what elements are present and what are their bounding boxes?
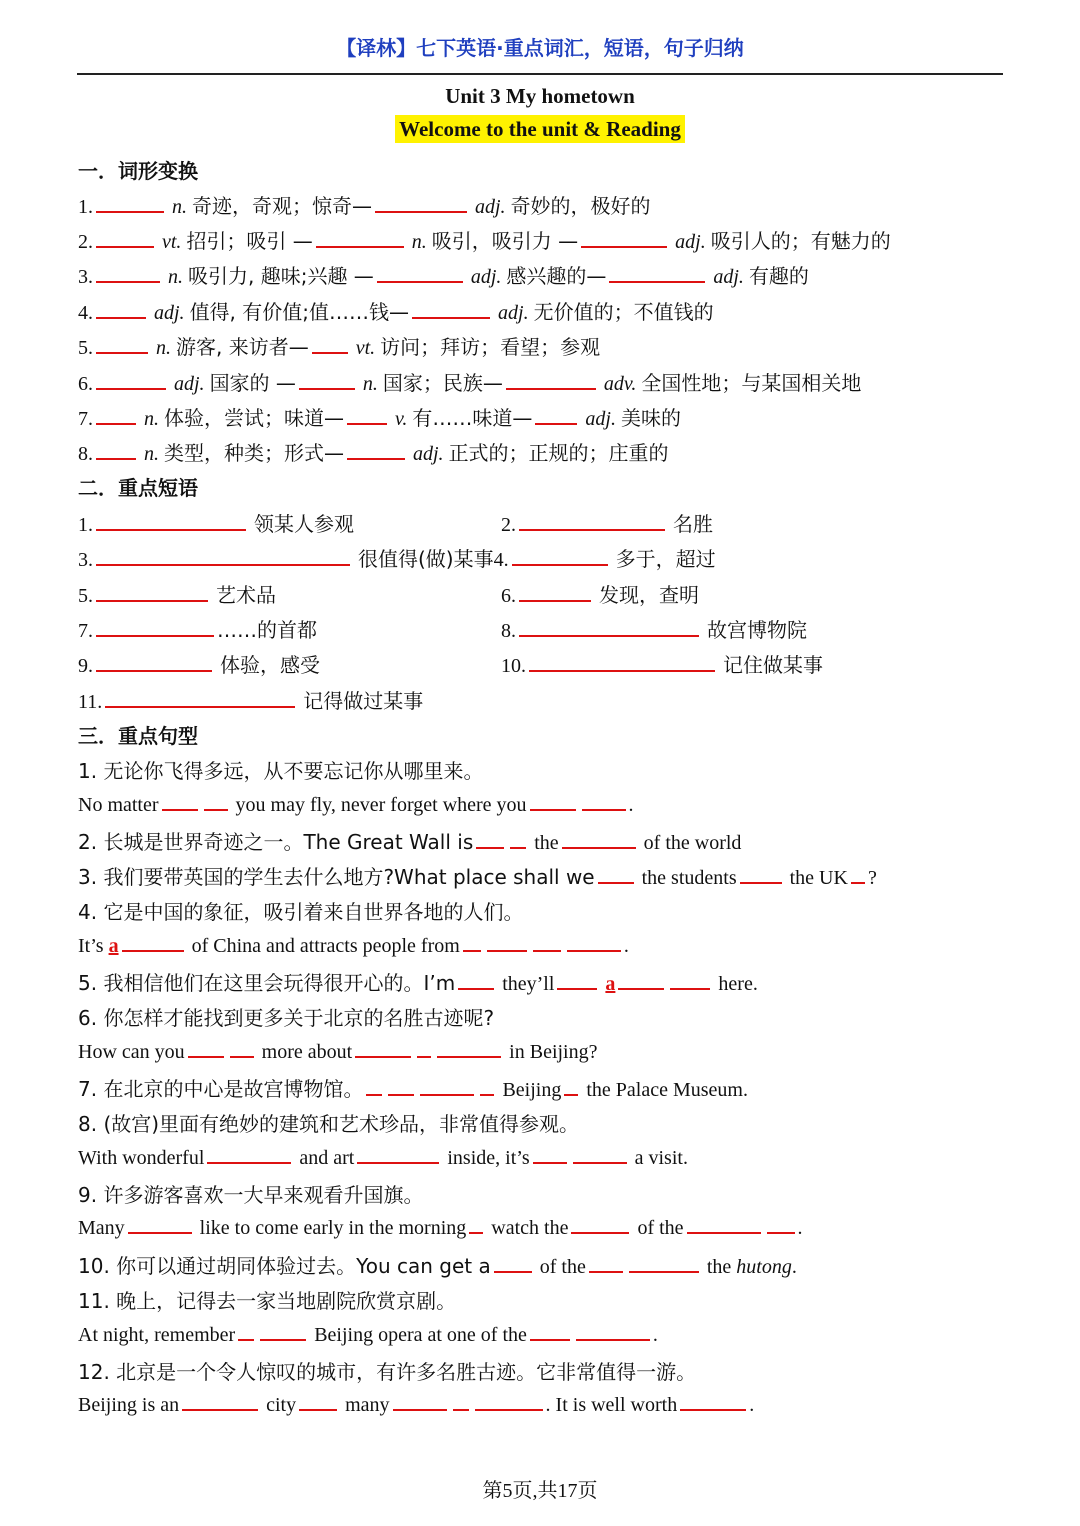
sentence-text: Many (78, 1217, 125, 1239)
answer-blank[interactable] (535, 405, 577, 425)
item-number: 4. (493, 549, 509, 571)
sentence-fill (78, 1214, 803, 1240)
filled-answer: a (605, 973, 616, 995)
sentence-fill (78, 791, 634, 817)
answer-blank[interactable] (128, 1214, 192, 1234)
answer-blank[interactable] (182, 1391, 258, 1411)
meaning: 全国性地；与某国相关地 (641, 371, 862, 395)
sentence-text: the students (641, 867, 737, 889)
phrase-meaning: 名胜 (673, 512, 713, 536)
answer-blank[interactable] (375, 193, 467, 213)
answer-blank[interactable] (299, 370, 355, 390)
sentence-translation: 1. 无论你飞得多远，从不要忘记你从哪里来。 (78, 759, 484, 783)
sentence-text: Beijing (502, 1079, 562, 1101)
phrase-meaning: 体验，感受 (220, 653, 320, 677)
sentence-text: here. (718, 973, 758, 995)
wordform-row (78, 296, 714, 325)
answer-blank[interactable] (188, 1038, 224, 1058)
answer-blank[interactable] (96, 511, 246, 531)
sentence-text: of the (539, 1256, 586, 1278)
meaning: 体验，尝试；味道— (164, 406, 344, 430)
phrase-meaning: 艺术品 (216, 583, 276, 607)
item-number: 1. (78, 196, 93, 218)
phrase-meaning: 记得做过某事 (303, 689, 424, 713)
meaning: 国家的 — (209, 371, 296, 395)
part-of-speech: adj. (174, 373, 205, 395)
part-of-speech: adj. (475, 196, 506, 218)
sentence-text: hutong (736, 1256, 792, 1278)
answer-blank[interactable] (96, 263, 160, 283)
part-of-speech: adv. (603, 373, 637, 395)
sentence-text: At night, remember (78, 1324, 236, 1346)
part-of-speech: n. (144, 443, 159, 465)
answer-blank[interactable] (581, 228, 667, 248)
sentence-fill (78, 1073, 748, 1102)
answer-blank[interactable] (162, 791, 198, 811)
answer-blank[interactable] (564, 1076, 578, 1096)
sentence-text: the UK (789, 867, 848, 889)
phrase-meaning: 很值得(做)某事 (358, 547, 494, 571)
answer-blank[interactable] (96, 334, 148, 354)
answer-blank[interactable] (510, 829, 526, 849)
sentence-fill (78, 1144, 688, 1170)
item-number: 8. (501, 620, 516, 642)
subtitle-row (0, 117, 1080, 142)
phrase-item (78, 543, 716, 572)
answer-blank[interactable] (463, 932, 481, 952)
phrase-item (78, 579, 276, 608)
sentence-text: . (749, 1394, 755, 1416)
sentence-text: watch the (491, 1217, 569, 1239)
answer-blank[interactable] (204, 791, 228, 811)
answer-blank[interactable] (122, 932, 184, 952)
meaning: 吸引力, 趣味;兴趣 — (188, 264, 374, 288)
answer-blank[interactable] (105, 688, 295, 708)
answer-blank[interactable] (437, 1038, 501, 1058)
answer-blank[interactable] (740, 864, 782, 884)
wordform-row (78, 331, 600, 360)
part-of-speech: adj. (498, 302, 529, 324)
item-number: 10. (501, 655, 526, 677)
phrase-meaning: 故宫博物院 (707, 618, 807, 642)
subtitle-highlight: Welcome to the unit & Reading (395, 115, 685, 143)
sentence-text: a visit. (634, 1147, 688, 1169)
meaning: 国家；民族— (382, 371, 503, 395)
answer-blank[interactable] (582, 791, 626, 811)
document-header-title: 【译林】七下英语·重点词汇，短语，句子归纳 (336, 36, 744, 60)
item-number: 1. (78, 514, 93, 536)
part-of-speech: adj. (585, 408, 616, 430)
part-of-speech: n. (172, 196, 187, 218)
answer-blank[interactable] (598, 864, 634, 884)
answer-blank[interactable] (96, 405, 136, 425)
wordform-row (78, 367, 861, 396)
part-of-speech: adj. (675, 231, 706, 253)
answer-blank[interactable] (96, 370, 166, 390)
sentence-fill (78, 1321, 658, 1347)
item-number: 6. (78, 373, 93, 395)
answer-blank[interactable] (562, 829, 636, 849)
meaning: 正式的；正规的；庄重的 (448, 441, 669, 465)
phrase-item (78, 649, 320, 678)
part-of-speech: v. (395, 408, 408, 430)
item-number: 11. (78, 691, 103, 713)
answer-blank[interactable] (230, 1038, 254, 1058)
sentence-text: . (797, 1217, 803, 1239)
sentence-text: the (534, 832, 559, 854)
answer-blank[interactable] (557, 970, 597, 990)
answer-blank[interactable] (494, 1253, 532, 1273)
answer-blank[interactable] (366, 1076, 382, 1096)
sentence-text: It’s (78, 935, 104, 957)
answer-blank[interactable] (347, 405, 387, 425)
sentence-text: many (345, 1394, 390, 1416)
phrase-item (78, 685, 423, 714)
sentence-text: . (791, 1256, 797, 1278)
answer-blank[interactable] (519, 617, 699, 637)
part-of-speech: n. (168, 266, 183, 288)
answer-blank[interactable] (96, 617, 214, 637)
sentence-text: and art (299, 1147, 355, 1169)
sentence-translation: 4. 它是中国的象征，吸引着来自世界各地的人们。 (78, 900, 524, 924)
sentence-text: . (623, 935, 629, 957)
part-of-speech: vt. (355, 337, 376, 359)
unit-title: Unit 3 My hometown (445, 84, 635, 108)
meaning: 吸引，吸引力 — (431, 229, 579, 253)
wordform-row (78, 225, 891, 254)
item-number: 4. (78, 302, 93, 324)
section-heading-key-sentences: 三．重点句型 (78, 724, 198, 748)
answer-blank[interactable] (393, 1391, 447, 1411)
part-of-speech: n. (144, 408, 159, 430)
section-heading-word-forms: 一．词形变换 (78, 159, 198, 183)
header-divider (77, 73, 1003, 75)
phrase-item (501, 508, 713, 537)
phrase-item (501, 649, 823, 678)
wordform-row (78, 437, 669, 466)
sentence-text: 5. 我相信他们在这里会玩得很开心的。I’m (78, 971, 456, 995)
sentence-fill (78, 1391, 754, 1417)
meaning: 访问；拜访；看望；参观 (380, 335, 601, 359)
sentence-fill (78, 826, 741, 855)
answer-blank[interactable] (573, 1144, 627, 1164)
wordform-row (78, 190, 651, 219)
answer-blank[interactable] (519, 582, 591, 602)
page-number-footer: 第5页,共17页 (482, 1480, 598, 1502)
sentence-text: With wonderful (78, 1147, 205, 1169)
item-number: 5. (78, 585, 93, 607)
answer-blank[interactable] (475, 1391, 543, 1411)
answer-blank[interactable] (96, 440, 136, 460)
answer-blank[interactable] (589, 1253, 623, 1273)
sentence-text: 2. 长城是世界奇迹之一。The Great Wall is (78, 830, 474, 854)
sentence-fill (78, 861, 877, 890)
sentence-text: you may fly, never forget where you (235, 794, 527, 816)
sentence-text: . (628, 794, 634, 816)
answer-blank[interactable] (96, 652, 212, 672)
wordform-row (78, 402, 681, 431)
item-number: 7. (78, 620, 93, 642)
answer-blank[interactable] (476, 829, 504, 849)
answer-blank[interactable] (533, 932, 561, 952)
part-of-speech: n. (362, 373, 378, 395)
meaning: 美味的 (620, 406, 681, 430)
sentence-text: Beijing is an (78, 1394, 180, 1416)
item-number: 6. (501, 585, 516, 607)
answer-blank[interactable] (567, 932, 621, 952)
answer-blank[interactable] (851, 864, 865, 884)
answer-blank[interactable] (480, 1076, 494, 1096)
answer-blank[interactable] (506, 370, 596, 390)
sentence-fill (78, 967, 758, 996)
sentence-text: of China and attracts people from (191, 935, 460, 957)
wordform-row (78, 260, 809, 289)
answer-blank[interactable] (629, 1253, 699, 1273)
phrase-meaning: 记住做某事 (723, 653, 823, 677)
answer-blank[interactable] (96, 299, 146, 319)
answer-blank[interactable] (312, 334, 348, 354)
answer-blank[interactable] (687, 1214, 761, 1234)
sentence-text: . (652, 1324, 658, 1346)
part-of-speech: adj. (713, 266, 744, 288)
answer-blank[interactable] (670, 970, 710, 990)
meaning: 值得, 有价值;值……钱— (189, 300, 410, 324)
meaning: 招引；吸引 — (186, 229, 313, 253)
meaning: 奇妙的，极好的 (510, 194, 651, 218)
filled-answer: a (108, 935, 119, 957)
phrase-meaning: 多于，超过 (615, 547, 716, 571)
part-of-speech: n. (411, 231, 427, 253)
sentence-text: the (706, 1256, 732, 1278)
answer-blank[interactable] (357, 1144, 439, 1164)
answer-blank[interactable] (412, 299, 490, 319)
sentence-text: 3. 我们要带英国的学生去什么地方?What place shall we (78, 865, 595, 889)
answer-blank[interactable] (96, 228, 154, 248)
answer-blank[interactable] (519, 511, 665, 531)
sentence-text: No matter (78, 794, 159, 816)
answer-blank[interactable] (355, 1038, 411, 1058)
part-of-speech: vt. (162, 231, 182, 253)
answer-blank[interactable] (533, 1144, 567, 1164)
phrase-item (78, 508, 354, 537)
item-number: 7. (78, 408, 93, 430)
answer-blank[interactable] (469, 1214, 483, 1234)
sentence-text: ? (867, 867, 877, 889)
sentence-text: more about (261, 1041, 353, 1063)
sentence-translation: 9. 许多游客喜欢一大早来观看升国旗。 (78, 1183, 424, 1207)
answer-blank[interactable] (458, 970, 494, 990)
sentence-text: Beijing opera at one of the (314, 1324, 527, 1346)
sentence-fill (78, 932, 629, 958)
sentence-translation: 12. 北京是一个令人惊叹的城市，有许多名胜古迹。它非常值得一游。 (78, 1360, 697, 1384)
sentence-fill (78, 1038, 598, 1064)
sentence-text: 10. 你可以通过胡同体验过去。You can get a (78, 1254, 491, 1278)
meaning: 游客, 来访者— (176, 335, 309, 359)
phrase-item (78, 614, 317, 643)
sentence-translation: 6. 你怎样才能找到更多关于北京的名胜古迹呢? (78, 1006, 495, 1030)
answer-blank[interactable] (417, 1038, 431, 1058)
sentence-fill (78, 1250, 797, 1279)
part-of-speech: adj. (154, 302, 185, 324)
sentence-text: 7. 在北京的中心是故宫博物馆。 (78, 1077, 364, 1101)
answer-blank[interactable] (487, 932, 527, 952)
phrase-meaning: 发现，查明 (599, 583, 699, 607)
item-number: 3. (78, 266, 93, 288)
answer-blank[interactable] (238, 1321, 254, 1341)
answer-blank[interactable] (618, 970, 664, 990)
answer-blank[interactable] (388, 1076, 414, 1096)
item-number: 9. (78, 655, 93, 677)
answer-blank[interactable] (453, 1391, 469, 1411)
sentence-text: city (266, 1394, 297, 1416)
phrase-meaning: ……的首都 (217, 618, 317, 642)
part-of-speech: n. (156, 337, 171, 359)
sentence-translation: 11. 晚上，记得去一家当地剧院欣赏京剧。 (78, 1289, 457, 1313)
answer-blank[interactable] (529, 652, 715, 672)
sentence-text: they’ll (502, 973, 555, 995)
sentence-text: of the world (643, 832, 742, 854)
answer-blank[interactable] (767, 1214, 795, 1234)
sentence-text: of the (637, 1217, 684, 1239)
item-number: 5. (78, 337, 93, 359)
answer-blank[interactable] (680, 1391, 746, 1411)
sentence-text: . It is well worth (545, 1394, 678, 1416)
meaning: 无价值的；不值钱的 (533, 300, 714, 324)
answer-blank[interactable] (96, 546, 350, 566)
meaning: 感兴趣的— (506, 264, 607, 288)
answer-blank[interactable] (299, 1391, 337, 1411)
answer-blank[interactable] (207, 1144, 291, 1164)
answer-blank[interactable] (530, 1321, 570, 1341)
answer-blank[interactable] (609, 263, 705, 283)
item-number: 2. (501, 514, 516, 536)
part-of-speech: adj. (470, 266, 502, 288)
answer-blank[interactable] (316, 228, 404, 248)
answer-blank[interactable] (571, 1214, 629, 1234)
meaning: 有趣的 (748, 264, 809, 288)
item-number: 3. (78, 549, 93, 571)
answer-blank[interactable] (347, 440, 405, 460)
sentence-text: the Palace Museum. (586, 1079, 748, 1101)
answer-blank[interactable] (377, 263, 463, 283)
sentence-translation: 8. (故宫)里面有绝妙的建筑和艺术珍品，非常值得参观。 (78, 1112, 580, 1136)
answer-blank[interactable] (530, 791, 576, 811)
phrase-item (501, 614, 807, 643)
answer-blank[interactable] (420, 1076, 474, 1096)
phrase-item (501, 579, 699, 608)
phrase-meaning: 领某人参观 (254, 512, 354, 536)
sentence-text: in Beijing? (509, 1041, 598, 1063)
item-number: 8. (78, 443, 93, 465)
sentence-text: inside, it’s (447, 1147, 530, 1169)
meaning: 有……味道— (412, 406, 533, 430)
part-of-speech: adj. (413, 443, 444, 465)
answer-blank[interactable] (96, 193, 164, 213)
section-heading-key-phrases: 二．重点短语 (78, 476, 198, 500)
answer-blank[interactable] (260, 1321, 306, 1341)
sentence-text: like to come early in the morning (199, 1217, 467, 1239)
item-number: 2. (78, 231, 93, 253)
answer-blank[interactable] (576, 1321, 650, 1341)
meaning: 奇迹，奇观；惊奇— (192, 194, 372, 218)
answer-blank[interactable] (96, 582, 208, 602)
answer-blank[interactable] (512, 546, 608, 566)
meaning: 吸引人的；有魅力的 (710, 229, 891, 253)
sentence-text: How can you (78, 1041, 185, 1063)
meaning: 类型，种类；形式— (164, 441, 344, 465)
